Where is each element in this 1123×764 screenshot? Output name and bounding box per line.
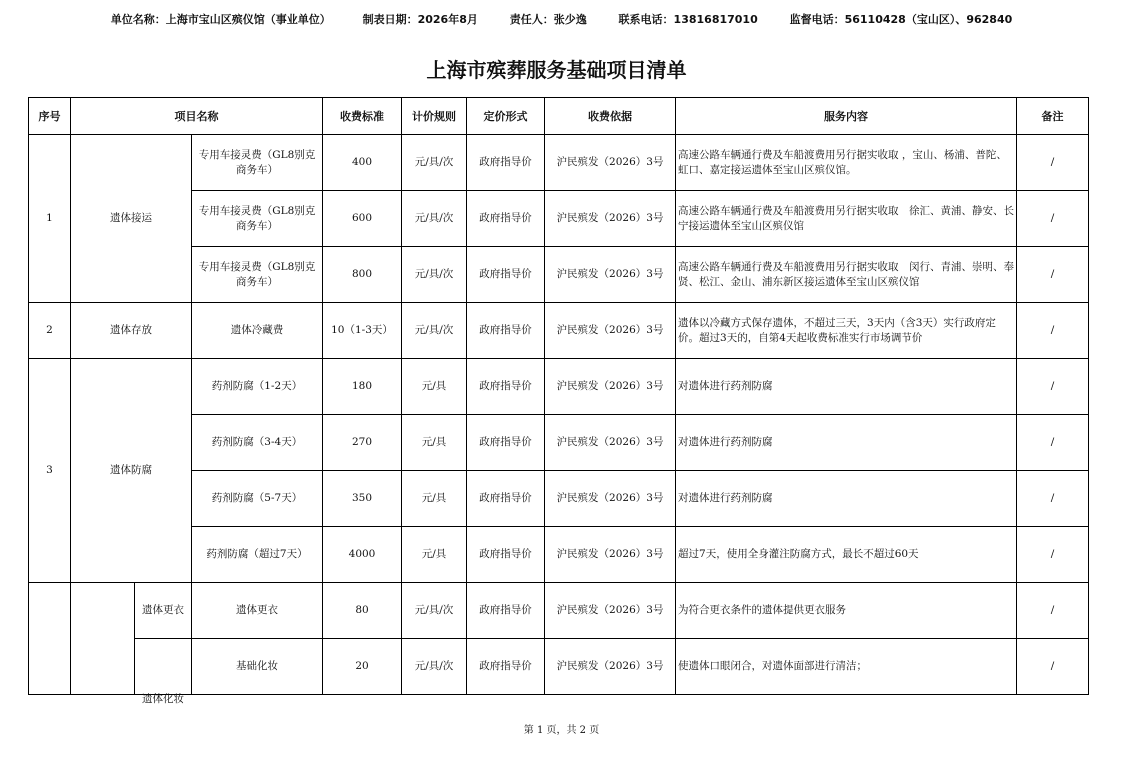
service-content: 高速公路车辆通行费及车船渡费用另行据实收取 徐汇、黄浦、静安、长宁接运遗体至宝山区殡仪馆 [676, 191, 1017, 247]
service-content: 超过7天，使用全身灌注防腐方式，最长不超过60天 [676, 527, 1017, 583]
page-footer: 第 1 页，共 2 页 [523, 725, 600, 736]
price: 20 [323, 639, 402, 695]
sub-group-label: 遗体化妆 [142, 693, 184, 705]
pricing-form: 政府指导价 [467, 247, 545, 303]
col-header-price: 收费标准 [323, 98, 402, 135]
col-header-no: 序号 [29, 98, 71, 135]
charge-basis: 沪民殡发（2026）3号 [545, 303, 676, 359]
service-content: 高速公路车辆通行费及车船渡费用另行据实收取 ，宝山、杨浦、普陀、虹口、嘉定接运遗体至宝山区殡仪馆。 [676, 135, 1017, 191]
sub-group-name: 遗体更衣 [135, 583, 192, 639]
price-list-table [28, 97, 1089, 705]
group-number: 2 [29, 303, 71, 359]
note: / [1017, 135, 1089, 191]
charge-basis: 沪民殡发（2026）3号 [545, 359, 676, 415]
note: / [1017, 191, 1089, 247]
pricing-form: 政府指导价 [467, 135, 545, 191]
service-content: 高速公路车辆通行费及车船渡费用另行据实收取 闵行、青浦、崇明、奉贤、松江、金山、浦东新区接运遗体至宝山区殡仪馆 [676, 247, 1017, 303]
price: 400 [323, 135, 402, 191]
item-name: 专用车接灵费（GL8别克商务车） [192, 135, 323, 191]
item-name: 药剂防腐（5-7天） [192, 471, 323, 527]
col-header-item: 项目名称 [71, 98, 323, 135]
pricing-rule: 元/具/次 [402, 247, 467, 303]
pricing-rule: 元/具/次 [402, 583, 467, 639]
item-name: 药剂防腐（1-2天） [192, 359, 323, 415]
pricing-form: 政府指导价 [467, 303, 545, 359]
item-name: 专用车接灵费（GL8别克商务车） [192, 191, 323, 247]
group-number [29, 583, 71, 695]
charge-basis: 沪民殡发（2026）3号 [545, 135, 676, 191]
table-row [29, 303, 1089, 359]
note: / [1017, 583, 1089, 639]
note: / [1017, 471, 1089, 527]
supervision-phone: 监督电话：56110428（宝山区）、962840 [789, 13, 1013, 26]
item-name: 药剂防腐（3-4天） [192, 415, 323, 471]
price: 270 [323, 415, 402, 471]
pricing-form: 政府指导价 [467, 191, 545, 247]
item-name: 专用车接灵费（GL8别克商务车） [192, 247, 323, 303]
charge-basis: 沪民殡发（2026）3号 [545, 415, 676, 471]
pricing-form: 政府指导价 [467, 639, 545, 695]
table-date: 制表日期：2026年8月 [362, 13, 478, 26]
note: / [1017, 303, 1089, 359]
pricing-form: 政府指导价 [467, 527, 545, 583]
price: 180 [323, 359, 402, 415]
responsible-person: 责任人：张少逸 [509, 13, 587, 26]
document-header [0, 11, 1123, 27]
service-content: 遗体以冷藏方式保存遗体，不超过三天，3天内（含3天）实行政府定价。超过3天的，自第4天起收费标准实行市场调节价 [676, 303, 1017, 359]
service-content: 对遗体进行药剂防腐 [676, 359, 1017, 415]
note: / [1017, 639, 1089, 695]
pricing-rule: 元/具/次 [402, 639, 467, 695]
price: 600 [323, 191, 402, 247]
pricing-rule: 元/具/次 [402, 303, 467, 359]
item-name: 遗体更衣 [192, 583, 323, 639]
charge-basis: 沪民殡发（2026）3号 [545, 247, 676, 303]
item-name: 药剂防腐（超过7天） [192, 527, 323, 583]
charge-basis: 沪民殡发（2026）3号 [545, 583, 676, 639]
service-content: 对遗体进行药剂防腐 [676, 471, 1017, 527]
service-content: 为符合更衣条件的遗体提供更衣服务 [676, 583, 1017, 639]
price: 10（1-3天） [323, 303, 402, 359]
item-name: 遗体冷藏费 [192, 303, 323, 359]
pricing-rule: 元/具 [402, 359, 467, 415]
group-number: 1 [29, 135, 71, 303]
table-row [29, 135, 1089, 191]
table-row [29, 359, 1089, 415]
pricing-form: 政府指导价 [467, 415, 545, 471]
group-name [71, 583, 135, 695]
item-name: 基础化妆 [192, 639, 323, 695]
price: 800 [323, 247, 402, 303]
table-header-row [29, 98, 1089, 135]
charge-basis: 沪民殡发（2026）3号 [545, 639, 676, 695]
col-header-note: 备注 [1017, 98, 1089, 135]
note: / [1017, 527, 1089, 583]
price: 350 [323, 471, 402, 527]
pricing-form: 政府指导价 [467, 471, 545, 527]
group-number: 3 [29, 359, 71, 583]
col-header-content: 服务内容 [676, 98, 1017, 135]
sub-group-name [135, 639, 192, 705]
group-name: 遗体防腐 [71, 359, 192, 583]
contact-phone: 联系电话：13816817010 [618, 13, 758, 26]
price-list-table-container [28, 97, 1088, 705]
pricing-rule: 元/具 [402, 527, 467, 583]
price: 4000 [323, 527, 402, 583]
note: / [1017, 415, 1089, 471]
group-name: 遗体接运 [71, 135, 192, 303]
pricing-rule: 元/具/次 [402, 135, 467, 191]
pricing-rule: 元/具/次 [402, 191, 467, 247]
pricing-rule: 元/具 [402, 471, 467, 527]
col-header-form: 定价形式 [467, 98, 545, 135]
charge-basis: 沪民殡发（2026）3号 [545, 191, 676, 247]
note: / [1017, 247, 1089, 303]
charge-basis: 沪民殡发（2026）3号 [545, 527, 676, 583]
pricing-form: 政府指导价 [467, 359, 545, 415]
unit-name: 单位名称：上海市宝山区殡仪馆（事业单位） [110, 13, 331, 26]
col-header-basis: 收费依据 [545, 98, 676, 135]
note: / [1017, 359, 1089, 415]
price: 80 [323, 583, 402, 639]
table-row [29, 583, 1089, 639]
document-title: 上海市殡葬服务基础项目清单 [426, 58, 687, 82]
table-row [29, 639, 1089, 695]
service-content: 对遗体进行药剂防腐 [676, 415, 1017, 471]
charge-basis: 沪民殡发（2026）3号 [545, 471, 676, 527]
pricing-rule: 元/具 [402, 415, 467, 471]
pricing-form: 政府指导价 [467, 583, 545, 639]
group-name: 遗体存放 [71, 303, 192, 359]
service-content: 使遗体口眼闭合，对遗体面部进行清洁； [676, 639, 1017, 695]
col-header-rule: 计价规则 [402, 98, 467, 135]
